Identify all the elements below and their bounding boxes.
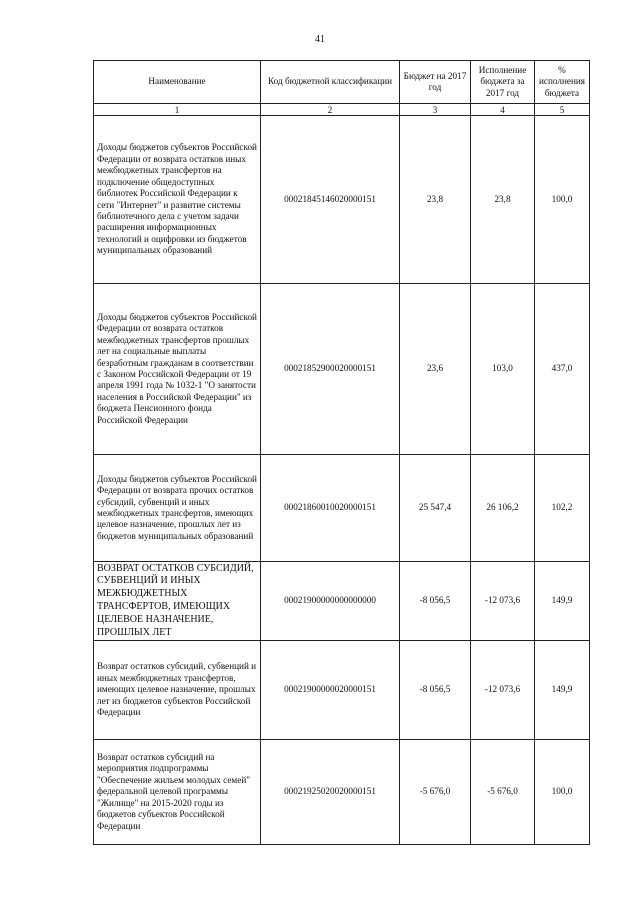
row-name: Доходы бюджетов субъектов Российской Федерации от возврата остатков иных межбюджетных трансфертов на подключение общедоступных библиотек Российской Федерации к сети "Интернет" и развитие системы библиотечного дела с учетом задачи расширения информационных технологий и оцифровки из бюджетов муниципальных образований [94,116,261,284]
header-percent: % исполнения бюджета [535,61,590,104]
row-name: Доходы бюджетов субъектов Российской Федерации от возврата остатков межбюджетных трансфертов прошлых лет на социальные выплаты безработным гражданам в соответствии с Законом Российской Федерации от 19 апреля 1991 года № 1032-1 "О занятости населения в Российской Федерации" из бюджета Пенсионного фонда Российской Федерации [94,284,261,455]
header-execution: Исполнение бюджета за 2017 год [471,61,535,104]
row-name: Возврат остатков субсидий, субвенций и иных межбюджетных трансфертов, имеющих целевое назначение, прошлых лет из бюджетов субъектов Российской Федерации [94,641,261,740]
row-execution: -12 073,6 [471,562,535,641]
table-row [94,740,590,845]
row-code: 00021925020020000151 [261,740,400,845]
row-percent: 149,9 [535,641,590,740]
row-budget: -5 676,0 [400,740,471,845]
column-number-row [94,104,590,116]
column-number: 3 [400,104,471,116]
row-percent: 100,0 [535,116,590,284]
table-row [94,641,590,740]
row-code: 00021900000020000151 [261,641,400,740]
row-execution: 26 106,2 [471,455,535,562]
row-name: Доходы бюджетов субъектов Российской Федерации от возврата прочих остатков субсидий, субвенций и иных межбюджетных трансфертов, имеющих целевое назначение, прошлых лет из бюджетов муниципальных образований [94,455,261,562]
row-budget: -8 056,5 [400,641,471,740]
row-execution: -12 073,6 [471,641,535,740]
row-code: 00021860010020000151 [261,455,400,562]
row-name: Возврат остатков субсидий на мероприятия подпрограммы "Обеспечение жильем молодых семей" федеральной целевой программы "Жилище" на 2015-2020 годы из бюджетов субъектов Российской Федерации [94,740,261,845]
column-number: 2 [261,104,400,116]
row-percent: 437,0 [535,284,590,455]
row-budget: 25 547,4 [400,455,471,562]
budget-table [93,60,590,845]
row-execution: -5 676,0 [471,740,535,845]
header-code: Код бюджетной классификации [261,61,400,104]
row-budget: 23,6 [400,284,471,455]
table-row [94,562,590,641]
row-execution: 103,0 [471,284,535,455]
row-execution: 23,8 [471,116,535,284]
table-row [94,284,590,455]
column-number: 4 [471,104,535,116]
row-budget: -8 056,5 [400,562,471,641]
column-number: 5 [535,104,590,116]
page-number: 41 [315,34,325,45]
column-number: 1 [94,104,261,116]
header-budget: Бюджет на 2017 год [400,61,471,104]
row-percent: 102,2 [535,455,590,562]
header-row [94,61,590,104]
row-budget: 23,8 [400,116,471,284]
table-row [94,116,590,284]
row-percent: 100,0 [535,740,590,845]
row-code: 00021845146020000151 [261,116,400,284]
header-name: Наименование [94,61,261,104]
row-code: 00021900000000000000 [261,562,400,641]
row-name: ВОЗВРАТ ОСТАТКОВ СУБСИДИЙ, СУБВЕНЦИЙ И ИНЫХ МЕЖБЮДЖЕТНЫХ ТРАНСФЕРТОВ, ИМЕЮЩИХ ЦЕЛЕВОЕ НАЗНАЧЕНИЕ, ПРОШЛЫХ ЛЕТ [94,562,261,641]
table-row [94,455,590,562]
row-code: 00021852900020000151 [261,284,400,455]
row-percent: 149,9 [535,562,590,641]
